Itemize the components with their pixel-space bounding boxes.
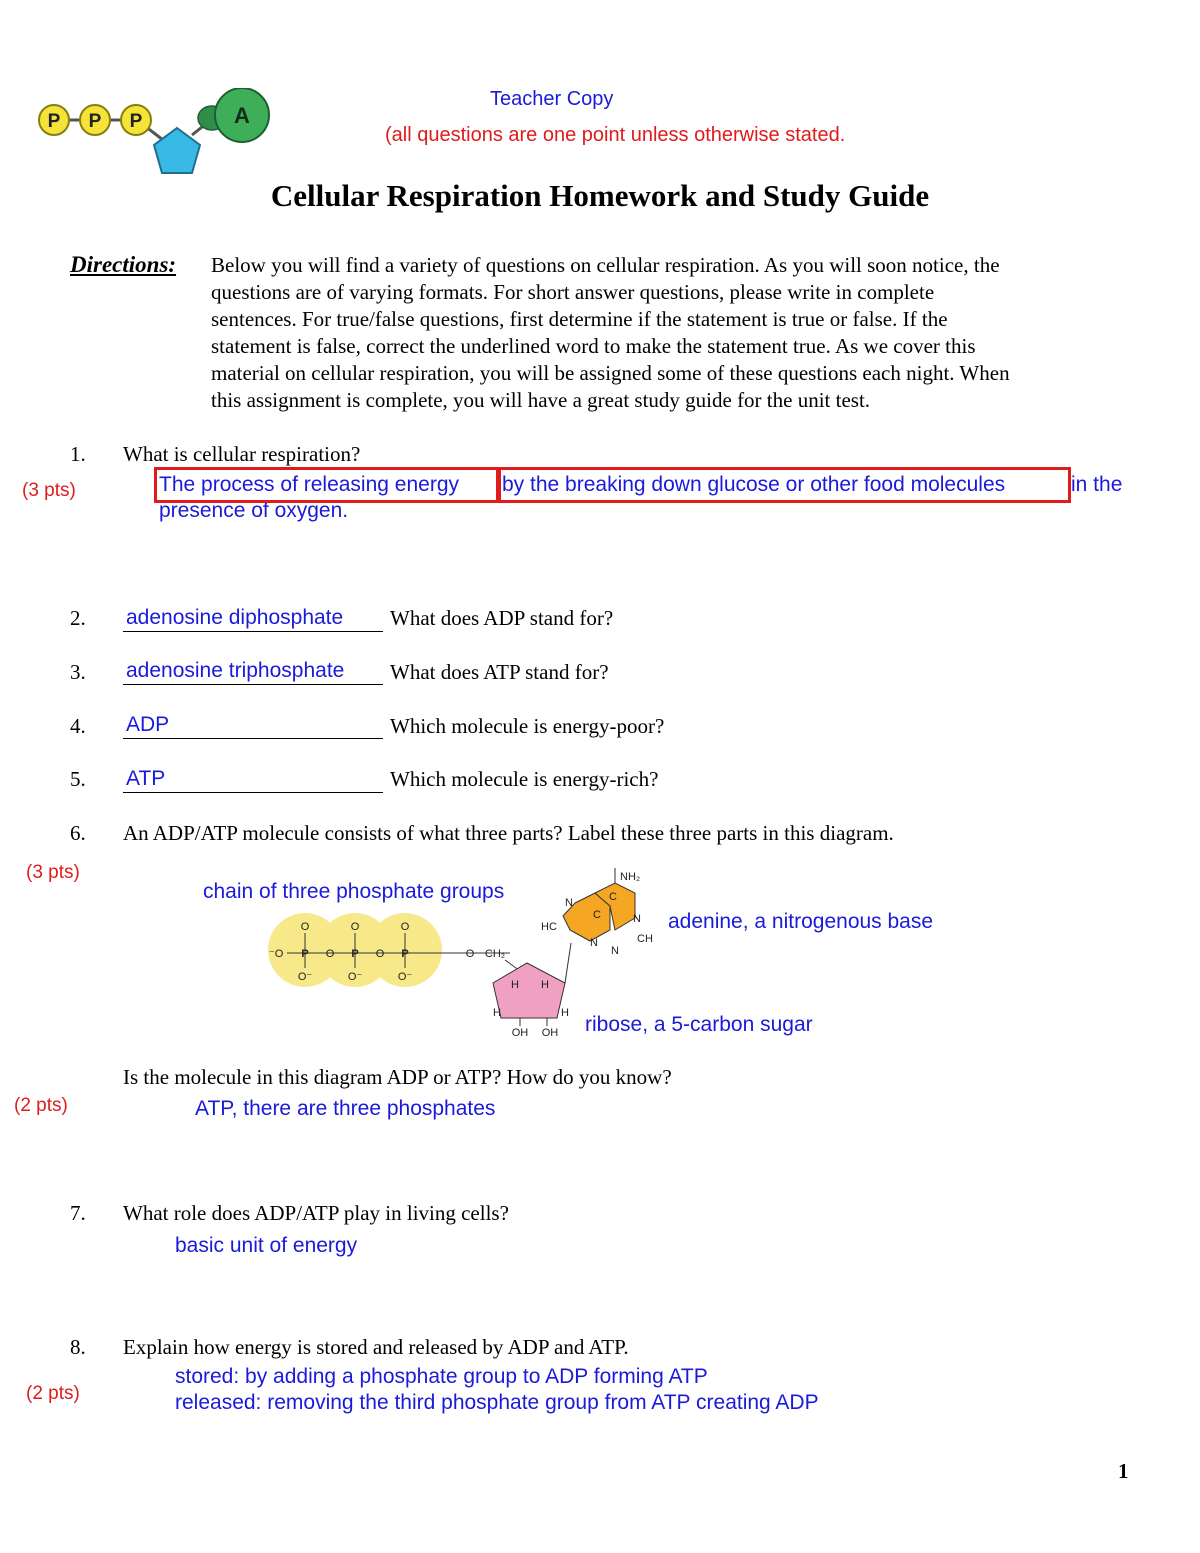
- q5-answer-line: [123, 764, 383, 793]
- q5-question: Which molecule is energy-rich?: [390, 767, 659, 791]
- q8-answer-line2: released: removing the third phosphate group from ATP creating ADP: [175, 1391, 819, 1414]
- phosphate-o-minus: O⁻: [347, 971, 363, 983]
- adenine-n: N: [611, 945, 619, 957]
- points-note: (all questions are one point unless otherwise stated.: [385, 124, 846, 146]
- ribose-ring: [493, 963, 565, 1018]
- adenine-c: C: [593, 909, 601, 921]
- phosphate-o-top: O: [300, 921, 310, 933]
- phosphate-o-bridge: O: [325, 948, 335, 960]
- link-o: O: [465, 948, 475, 960]
- q2-number: 2.: [70, 606, 86, 630]
- q4-question: Which molecule is energy-poor?: [390, 714, 665, 738]
- q7-question: What role does ADP/ATP play in living cells?: [123, 1201, 509, 1225]
- q1-points: (3 pts): [22, 480, 76, 501]
- q3-answer: adenosine triphosphate: [126, 659, 345, 682]
- q8-answer-line1: stored: by adding a phosphate group to ADP forming ATP: [175, 1365, 708, 1388]
- q4-number: 4.: [70, 714, 86, 738]
- q6-points: (3 pts): [26, 862, 80, 883]
- q3-answer-line: [123, 656, 383, 685]
- teacher-copy-label: Teacher Copy: [490, 88, 614, 110]
- directions-label: Directions:: [70, 252, 177, 277]
- ribose-oh: OH: [511, 1027, 529, 1038]
- q2-answer: adenosine diphosphate: [126, 606, 344, 629]
- q4-answer-line: [123, 710, 383, 739]
- q1-answer-part2: by the breaking down glucose or other food molecules: [502, 473, 1006, 496]
- adenine-n: N: [590, 937, 598, 949]
- q6-followup-answer: ATP, there are three phosphates: [195, 1097, 496, 1120]
- label-adenine: adenine, a nitrogenous base: [668, 910, 934, 933]
- q3-number: 3.: [70, 660, 86, 684]
- q1-number: 1.: [70, 442, 86, 466]
- q1-answer-part3: in the: [1071, 473, 1123, 496]
- q6-question: An ADP/ATP molecule consists of what three parts? Label these three parts in this diagram.: [123, 821, 894, 845]
- q8-question: Explain how energy is stored and released by ADP and ATP.: [123, 1335, 629, 1359]
- q2-question: What does ADP stand for?: [390, 606, 614, 630]
- q8-points: (2 pts): [26, 1383, 80, 1404]
- adenine-n: N: [633, 913, 641, 925]
- q8-number: 8.: [70, 1335, 86, 1359]
- page-number: 1: [1118, 1459, 1129, 1483]
- directions-text: [211, 252, 1171, 414]
- page-title: Cellular Respiration Homework and Study Guide: [270, 178, 930, 213]
- q5-number: 5.: [70, 767, 86, 791]
- phosphate-o-bridge: O: [375, 948, 385, 960]
- logo-letter-p3: P: [129, 111, 143, 132]
- label-ribose: ribose, a 5-carbon sugar: [585, 1013, 813, 1036]
- q4-answer: ADP: [126, 713, 170, 736]
- adenine-n: N: [565, 897, 573, 909]
- phosphate-p: P: [351, 948, 359, 960]
- q6-followup-points: (2 pts): [14, 1095, 68, 1116]
- phosphate-o-left: ⁻O: [269, 948, 284, 960]
- directions-line: Below you will find a variety of questions on cellular respiration. As you will soon notice, the: [211, 253, 1000, 277]
- phosphate-o-top: O: [400, 921, 410, 933]
- q2-answer-line: [123, 603, 383, 632]
- q7-number: 7.: [70, 1201, 86, 1225]
- directions-line: this assignment is complete, you will have a great study guide for the unit test.: [211, 388, 871, 412]
- adenine-hc: HC: [541, 921, 557, 933]
- phosphate-p: P: [401, 948, 409, 960]
- ch2-label: CH₂: [484, 948, 506, 960]
- highlight-box-1: [154, 467, 499, 503]
- directions-line: statement is false, correct the underlined word to make the statement true. As we cover this: [211, 334, 976, 358]
- highlight-box-2: [498, 467, 1071, 503]
- phosphate-p: P: [301, 948, 309, 960]
- phosphate-o-top: O: [350, 921, 360, 933]
- q1-question: What is cellular respiration?: [123, 442, 361, 466]
- atp-logo-graphic: [32, 88, 282, 180]
- logo-letter-a: A: [234, 103, 250, 128]
- ribose-h: H: [541, 979, 549, 991]
- phosphate-o-minus: O⁻: [397, 971, 413, 983]
- q3-question: What does ATP stand for?: [390, 660, 609, 684]
- q6-number: 6.: [70, 821, 86, 845]
- q5-answer: ATP: [126, 767, 166, 790]
- q7-answer: basic unit of energy: [175, 1234, 358, 1257]
- ribose-oh: OH: [541, 1027, 559, 1038]
- phosphate-o-minus: O⁻: [297, 971, 313, 983]
- directions-line: questions are of varying formats. For short answer questions, please write in complete: [211, 280, 935, 304]
- ribose-h: H: [493, 1007, 501, 1019]
- nh2-label: NH₂: [620, 871, 641, 883]
- directions-line: material on cellular respiration, you will be assigned some of these questions each night. When: [211, 361, 1010, 385]
- label-phosphate-groups: chain of three phosphate groups: [203, 880, 505, 903]
- ribose-h: H: [511, 979, 519, 991]
- logo-letter-p1: P: [47, 111, 61, 132]
- directions-line: sentences. For true/false questions, first determine if the statement is true or false. If the: [211, 307, 948, 331]
- adenine-ch: CH: [637, 933, 653, 945]
- ribose-h: H: [561, 1007, 569, 1019]
- q1-answer-part1: The process of releasing energy: [159, 473, 459, 496]
- q6-followup-question: Is the molecule in this diagram ADP or ATP? How do you know?: [123, 1065, 672, 1089]
- q1-answer-line2: presence of oxygen.: [159, 499, 349, 522]
- atp-logo: [32, 88, 282, 180]
- adenine-c: C: [609, 891, 617, 903]
- logo-letter-p2: P: [88, 111, 102, 132]
- atp-structure-diagram: [265, 858, 665, 1038]
